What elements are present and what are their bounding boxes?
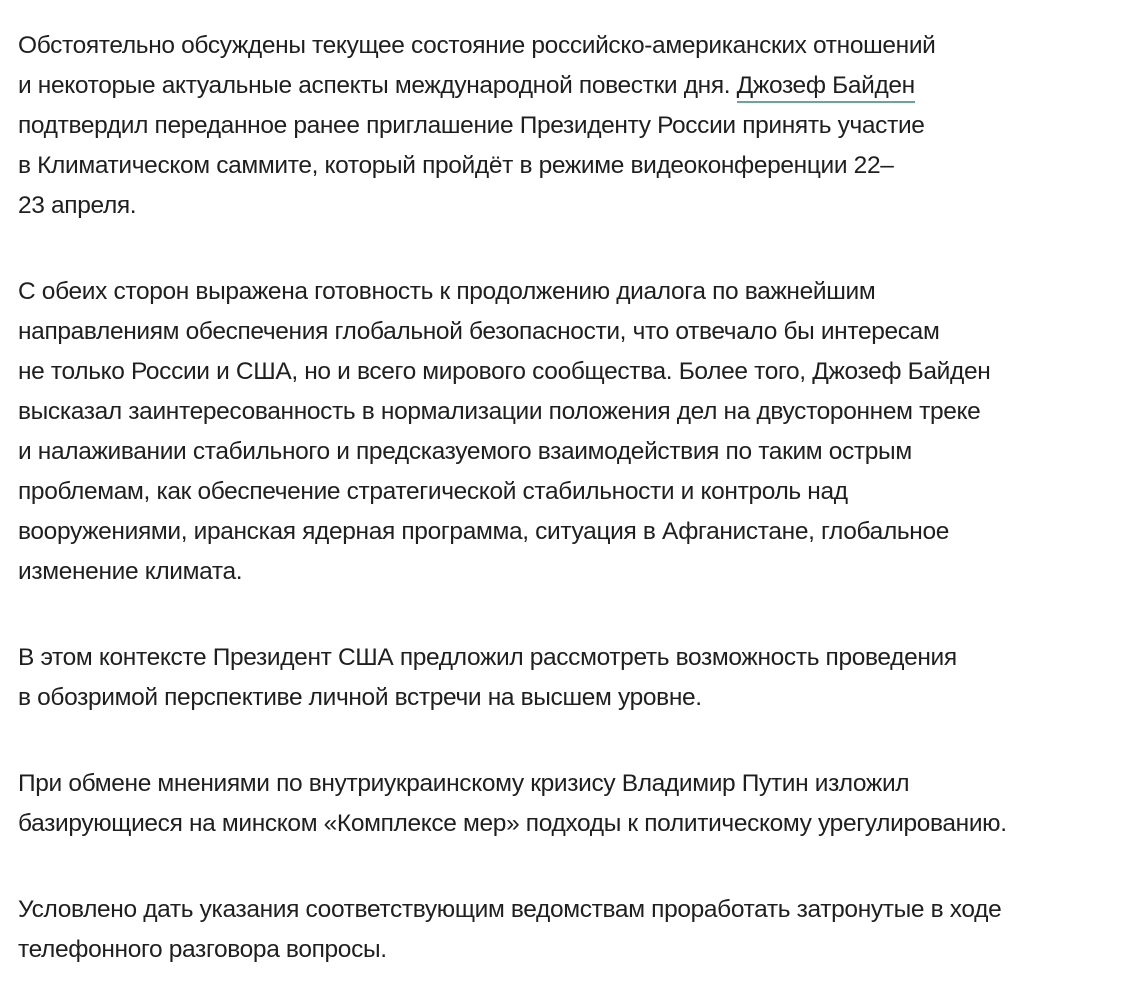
text-line: высказал заинтересованность в нормализации положения дел на двустороннем треке [18, 398, 981, 425]
paragraph-3 [18, 638, 1128, 718]
paragraph-4 [18, 764, 1128, 844]
text-line: изменение климата. [18, 558, 243, 585]
paragraph-1 [18, 26, 1128, 226]
text-line: подтвердил переданное ранее приглашение Президенту России принять участие [18, 112, 925, 139]
text-line: Условлено дать указания соответствующим ведомствам проработать затронутые в ходе [18, 896, 1002, 923]
biden-link[interactable]: Джозеф Байден [737, 72, 915, 103]
text-line: В этом контексте Президент США предложил рассмотреть возможность проведения [18, 644, 957, 671]
text-line: направлениям обеспечения глобальной безопасности, что отвечало бы интересам [18, 318, 940, 345]
text-line: не только России и США, но и всего мирового сообщества. Более того, Джозеф Байден [18, 358, 991, 385]
text-line: 23 апреля. [18, 192, 137, 219]
text-line: в Климатическом саммите, который пройдёт в режиме видеоконференции 22– [18, 152, 894, 179]
text-line: телефонного разговора вопросы. [18, 936, 387, 963]
paragraph-2 [18, 272, 1128, 592]
text-line: С обеих сторон выражена готовность к продолжению диалога по важнейшим [18, 278, 876, 305]
text-line: Обстоятельно обсуждены текущее состояние российско-американских отношений [18, 32, 936, 59]
text-line: базирующиеся на минском «Комплексе мер» подходы к политическому урегулированию. [18, 810, 1007, 837]
text-line: и налаживании стабильного и предсказуемого взаимодействия по таким острым [18, 438, 912, 465]
text-line: проблемам, как обеспечение стратегической стабильности и контроль над [18, 478, 848, 505]
text-segment: и некоторые актуальные аспекты международной повестки дня. [18, 72, 737, 99]
text-line: При обмене мнениями по внутриукраинскому кризису Владимир Путин изложил [18, 770, 910, 797]
text-line-with-link [18, 66, 1128, 106]
text-line: в обозримой перспективе личной встречи на высшем уровне. [18, 684, 702, 711]
text-line: вооружениями, иранская ядерная программа, ситуация в Афганистане, глобальное [18, 518, 950, 545]
paragraph-5 [18, 890, 1128, 970]
